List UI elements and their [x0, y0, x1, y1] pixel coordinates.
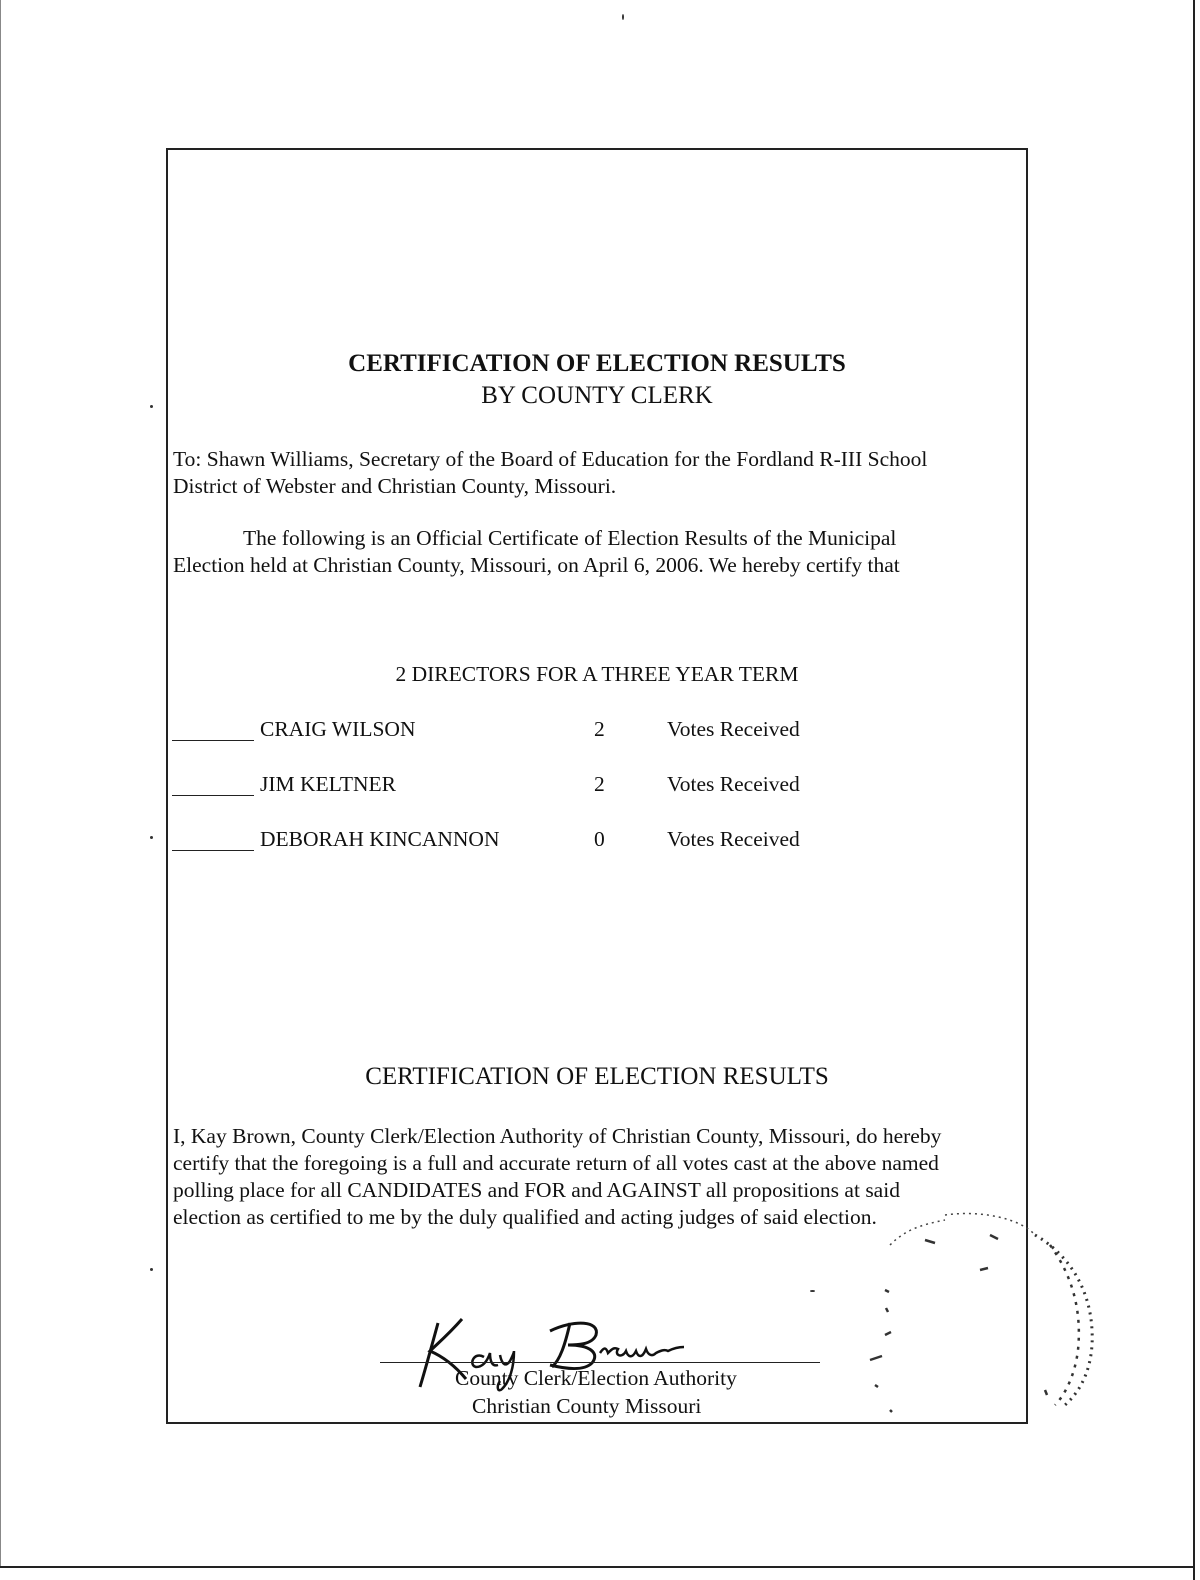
certification-line-1: I, Kay Brown, County Clerk/Election Authority of Christian County, Missouri, do hereby: [173, 1124, 942, 1148]
intro-line-2: Election held at Christian County, Missouri, on April 6, 2006. We hereby certify that: [173, 553, 900, 577]
signer-title: County Clerk/Election Authority: [455, 1366, 737, 1390]
scan-edge-left: [0, 0, 1, 1568]
candidate-votes: 2: [594, 717, 605, 741]
scan-edge-right: [1193, 0, 1195, 1580]
scan-speck: [150, 405, 153, 408]
scan-speck: [150, 836, 153, 839]
candidate-name: JIM KELTNER: [260, 772, 396, 796]
document-title: CERTIFICATION OF ELECTION RESULTS: [348, 350, 846, 377]
scan-speck: [622, 14, 624, 20]
candidate-check-blank: [172, 795, 254, 796]
certification-line-4: election as certified to me by the duly qualified and acting judges of said election.: [173, 1205, 877, 1229]
votes-received-label: Votes Received: [667, 772, 800, 796]
scan-speck: [810, 1290, 815, 1292]
document-subtitle: BY COUNTY CLERK: [481, 382, 713, 409]
candidate-check-blank: [172, 850, 254, 851]
intro-line-1: The following is an Official Certificate of Election Results of the Municipal: [243, 526, 897, 550]
candidate-name: CRAIG WILSON: [260, 717, 416, 741]
scan-speck: [150, 1268, 153, 1271]
candidate-votes: 0: [594, 827, 605, 851]
county-seal-emboss: [850, 1200, 1130, 1430]
candidate-check-blank: [172, 740, 254, 741]
recipient-line-1: To: Shawn Williams, Secretary of the Board of Education for the Fordland R-III School: [173, 447, 928, 471]
candidate-name: DEBORAH KINCANNON: [260, 827, 500, 851]
certification-heading: CERTIFICATION OF ELECTION RESULTS: [365, 1063, 829, 1090]
recipient-line-2: District of Webster and Christian County, Missouri.: [173, 474, 617, 498]
signature-line: [380, 1362, 820, 1363]
office-heading: 2 DIRECTORS FOR A THREE YEAR TERM: [395, 662, 799, 686]
signer-county: Christian County Missouri: [472, 1394, 702, 1418]
votes-received-label: Votes Received: [667, 717, 800, 741]
votes-received-label: Votes Received: [667, 827, 800, 851]
certification-line-3: polling place for all CANDIDATES and FOR and AGAINST all propositions at said: [173, 1178, 900, 1202]
scan-edge-bottom: [0, 1566, 1195, 1568]
certification-line-2: certify that the foregoing is a full and accurate return of all votes cast at the above named: [173, 1151, 939, 1175]
candidate-votes: 2: [594, 772, 605, 796]
